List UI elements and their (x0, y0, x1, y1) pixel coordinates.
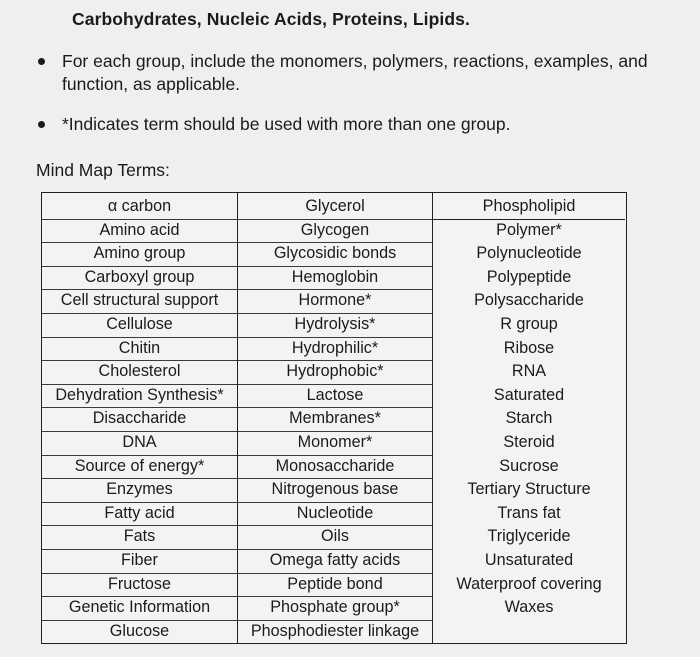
table-cell: Enzymes (42, 478, 237, 503)
bullet-dot-icon (38, 58, 45, 65)
table-cell: Fats (42, 525, 237, 550)
table-cell: Phosphodiester linkage (250, 621, 420, 640)
table-cell: Amino group (42, 242, 237, 267)
table-cell: Monosaccharide (238, 455, 432, 480)
bullet-text: For each group, include the monomers, polymers, reactions, examples, and function, as applicable. (62, 51, 648, 94)
table-cell: Peptide bond (238, 573, 432, 598)
table-cell: Source of energy* (42, 455, 237, 480)
table-cell: Waxes (504, 598, 554, 617)
table-cell: Polymer* (496, 220, 562, 239)
table-cell: Hormone* (238, 289, 432, 314)
table-cell: Carboxyl group (42, 266, 237, 291)
table-cell: Saturated (493, 385, 565, 404)
bullet-text: *Indicates term should be used with more than one group. (62, 114, 511, 134)
terms-column-1 (42, 193, 238, 643)
bullet-dot-icon (38, 121, 45, 128)
table-cell: Oils (238, 525, 432, 550)
table-cell: Polysaccharide (474, 291, 584, 310)
table-cell: Phosphate group* (238, 596, 432, 621)
table-cell: RNA (511, 362, 547, 381)
page-title: Carbohydrates, Nucleic Acids, Proteins, Lipids. (72, 9, 470, 29)
table-cell: Hemoglobin (238, 266, 432, 291)
table-cell: Monomer* (238, 431, 432, 456)
table-cell: Triglyceride (487, 527, 571, 546)
table-cell: Glycerol (238, 195, 432, 220)
table-cell: Dehydration Synthesis* (42, 384, 237, 409)
table-cell: Tertiary Structure (467, 480, 591, 499)
table-cell: Hydrophilic* (238, 337, 432, 362)
table-cell: Nucleotide (238, 502, 432, 527)
table-cell: Lactose (238, 384, 432, 409)
table-cell: Glycosidic bonds (238, 242, 432, 267)
table-cell: Nitrogenous base (238, 478, 432, 503)
table-cell: Amino acid (42, 219, 237, 244)
table-cell: Polynucleotide (476, 244, 582, 263)
table-cell: Starch (505, 409, 553, 428)
table-cell: Ribose (503, 338, 555, 357)
table-cell: Cellulose (42, 313, 237, 338)
table-cell: Fiber (42, 549, 237, 574)
table-cell: Genetic Information (42, 596, 237, 621)
table-cell: Polypeptide (486, 267, 572, 286)
table-cell: R group (500, 315, 558, 333)
terms-column-2 (238, 193, 433, 643)
table-cell: Membranes* (238, 407, 432, 432)
table-cell: Waterproof covering (456, 574, 602, 593)
table-cell: Hydrolysis* (238, 313, 432, 338)
table-cell: Trans fat (497, 503, 561, 522)
table-cell: α carbon (42, 195, 237, 220)
table-cell: DNA (42, 431, 237, 456)
table-cell: Steroid (503, 433, 555, 451)
terms-column-3 (433, 193, 625, 643)
table-cell: Hydrophobic* (238, 360, 432, 385)
mind-map-title: Mind Map Terms: (36, 160, 170, 180)
table-cell: Glucose (109, 621, 170, 640)
table-cell: Disaccharide (42, 407, 237, 432)
table-cell: Fructose (42, 573, 237, 598)
table-cell: Unsaturated (484, 551, 574, 569)
terms-table (41, 192, 627, 644)
table-cell: Chitin (42, 337, 237, 362)
table-cell: Cholesterol (42, 360, 237, 385)
table-cell: Phospholipid (433, 195, 625, 220)
table-cell: Cell structural support (42, 289, 237, 314)
table-cell: Glycogen (238, 219, 432, 244)
table-cell: Sucrose (499, 456, 559, 475)
table-cell: Omega fatty acids (238, 549, 432, 574)
table-cell: Fatty acid (42, 502, 237, 527)
